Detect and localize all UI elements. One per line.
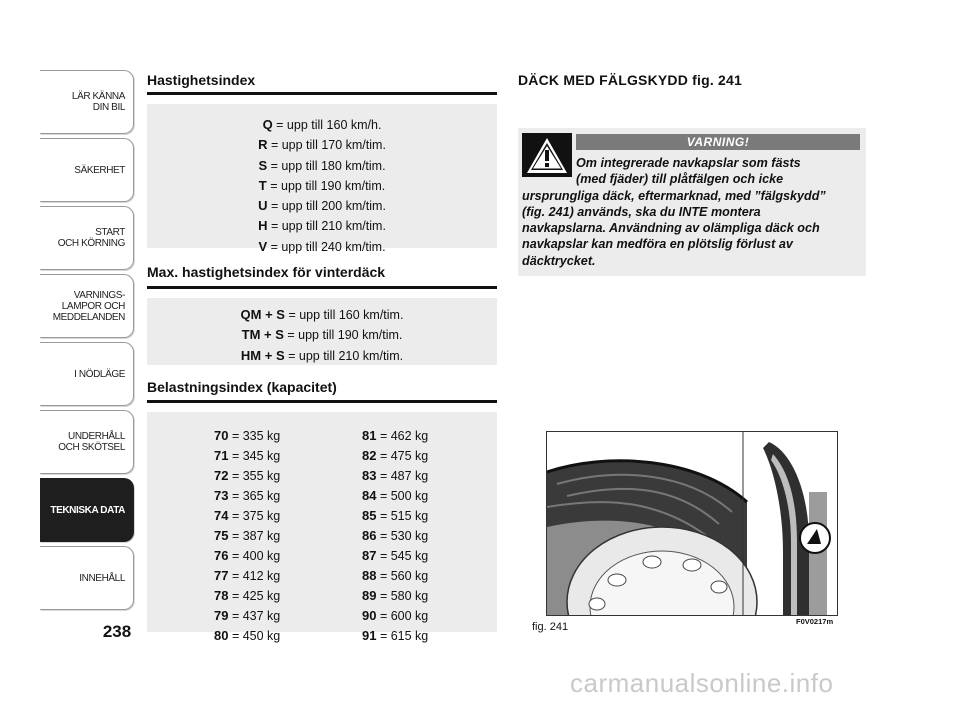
nav-tab[interactable] [40,342,134,406]
index-row [214,606,280,626]
index-code: 82 [362,448,377,463]
index-row [214,526,280,546]
index-value: = upp till 160 km/tim. [284,308,404,322]
index-code: 76 [214,548,229,563]
index-code: 90 [362,608,377,623]
figure-code: F0V0217m [796,617,834,626]
index-row [362,586,428,606]
load-index-box [147,412,497,643]
speed-index-list [147,104,497,257]
tire-figure [546,431,838,616]
index-value: = upp till 160 km/h. [272,118,382,132]
nav-tab[interactable] [40,274,134,338]
index-row [147,216,497,236]
index-value: = 450 kg [228,629,281,643]
index-code: 83 [362,468,377,483]
index-code: 75 [214,528,229,543]
speed-index-title: Hastighetsindex [147,72,256,88]
index-value: = upp till 190 km/tim. [283,328,403,343]
index-code: TM + S [241,327,284,343]
page-number: 238 [102,622,132,641]
nav-tab-label: SÄKERHET [74,164,125,176]
index-row [147,115,497,135]
index-code: 78 [214,588,229,603]
warning-line-text: ursprungliga däck, eftermarknad, med ”fälgskydd” [522,188,826,203]
index-row [362,526,428,546]
index-value: = 600 kg [376,609,429,623]
index-row [147,135,497,155]
index-code: 91 [362,628,377,643]
warning-line-text: navkapslar kan medföra en plötslig förlust av [522,237,793,252]
index-row [147,176,497,196]
index-code: U [258,198,268,214]
warning-line [522,155,864,171]
index-value: = upp till 180 km/tim. [267,158,386,173]
warning-line-text: navkapslarna. Användning av olämpliga däck och [522,221,820,236]
chapter-nav [40,70,134,614]
index-row [214,486,280,506]
section-rule [147,400,497,403]
warning-label: VARNING! [576,134,860,150]
warning-line [522,188,864,204]
nav-tab-label: UNDERHÅLL OCH SKÖTSEL [58,431,125,453]
index-value: = 487 kg [376,469,429,483]
index-value: = 580 kg [376,589,429,603]
index-value: = 437 kg [228,609,281,623]
index-code: 74 [214,508,229,523]
index-value: = 365 kg [228,489,281,503]
section-rule [147,286,497,289]
index-code: 81 [362,428,377,443]
winter-index-list [147,298,497,366]
section-rule [147,92,497,95]
index-code: V [258,238,268,254]
index-code: 72 [214,468,229,483]
index-row [362,486,428,506]
index-row [214,626,280,646]
index-code: 84 [362,488,377,503]
index-code: Q [262,117,273,132]
index-code: T [258,177,267,193]
load-index-title: Belastningsindex (kapacitet) [147,379,337,395]
rim-guard-title: DÄCK MED FÄLGSKYDD fig. 241 [518,72,742,88]
warning-line-text: Om integrerade navkapslar som fästs [576,156,801,170]
index-value: = 515 kg [376,509,429,523]
index-row [147,156,497,176]
load-index-column-1 [214,426,280,646]
nav-tab-label: START OCH KÖRNING [57,227,125,249]
index-value: = 560 kg [376,569,429,583]
index-value: = 387 kg [228,529,281,543]
nav-tab[interactable] [40,546,134,610]
figure-caption: fig. 241 [532,621,569,633]
index-code: 86 [362,528,377,543]
index-value: = 335 kg [228,429,281,443]
nav-tab-label: INNEHÅLL [79,572,125,584]
warning-line-text: (fig. 241) används, ska du INTE montera [522,204,761,219]
index-row [362,566,428,586]
winter-index-title: Max. hastighetsindex för vinterdäck [147,264,386,280]
warning-line-text: (med fjäder) till plåtfälgen och icke [576,172,784,187]
index-value: = upp till 210 km/tim. [284,348,404,363]
index-row [362,426,428,446]
index-value: = 615 kg [376,629,429,643]
index-code: H [258,218,268,234]
index-code: HM + S [240,347,285,363]
index-value: = 375 kg [228,509,281,523]
tire-rim-guard-illustration [547,432,837,615]
nav-tab-label: I NÖDLÄGE [74,368,125,380]
index-row [147,196,497,216]
index-row [147,346,497,366]
index-row [362,446,428,466]
index-code: 80 [214,628,229,643]
index-row [214,546,280,566]
nav-tab-label: TEKNISKA DATA [50,504,125,516]
index-row [147,325,497,345]
nav-tab[interactable] [40,206,134,270]
index-code: 73 [214,488,229,503]
index-value: = 412 kg [228,569,281,583]
nav-tab[interactable] [40,478,134,542]
index-code: 70 [214,428,229,443]
index-row [214,466,280,486]
index-code: 79 [214,608,229,623]
index-row [362,546,428,566]
index-value: = upp till 200 km/tim. [267,199,386,214]
index-code: 71 [214,448,229,463]
index-value: = 400 kg [228,549,281,563]
warning-line [522,171,864,187]
index-row [214,446,280,466]
winter-index-box [147,298,497,365]
nav-tab[interactable] [40,410,134,474]
index-value: = upp till 190 km/tim. [266,178,386,193]
load-index-column-2 [362,426,428,646]
index-row [362,626,428,646]
index-row [214,506,280,526]
nav-tab-label: LÄR KÄNNA DIN BIL [71,91,125,113]
nav-tab-label: VARNINGS- LAMPOR OCH MEDDELANDEN [52,289,125,323]
index-row [147,237,497,257]
warning-line-text: däcktrycket. [522,253,596,268]
index-row [147,305,497,325]
index-row [214,586,280,606]
warning-box [518,128,866,276]
warning-text [522,155,864,269]
index-code: 87 [362,548,377,563]
index-value: = upp till 240 km/tim. [267,239,386,254]
index-value: = upp till 170 km/tim. [267,138,386,153]
index-code: 77 [214,568,229,583]
warning-line [522,253,864,269]
index-code: QM + S [240,307,285,322]
nav-tab[interactable] [40,70,134,134]
warning-line [522,220,864,236]
index-value: = 345 kg [228,449,281,463]
index-value: = 425 kg [228,589,281,603]
index-row [214,426,280,446]
index-value: = 500 kg [376,489,429,503]
watermark: carmanualsonline.info [570,668,834,698]
index-row [362,506,428,526]
index-value: = 462 kg [376,429,429,443]
index-row [214,566,280,586]
index-value: = upp till 210 km/tim. [267,219,386,234]
index-row [362,466,428,486]
index-value: = 475 kg [376,449,429,463]
index-code: 85 [362,508,377,523]
index-code: 88 [362,568,377,583]
index-value: = 545 kg [376,549,429,563]
nav-tab[interactable] [40,138,134,202]
index-code: 89 [362,588,377,603]
index-row [362,606,428,626]
index-value: = 530 kg [376,529,429,543]
speed-index-box [147,104,497,254]
index-code: R [258,137,268,153]
index-code: S [258,157,268,173]
warning-line [522,204,864,220]
warning-line [522,236,864,252]
index-value: = 355 kg [228,469,281,483]
